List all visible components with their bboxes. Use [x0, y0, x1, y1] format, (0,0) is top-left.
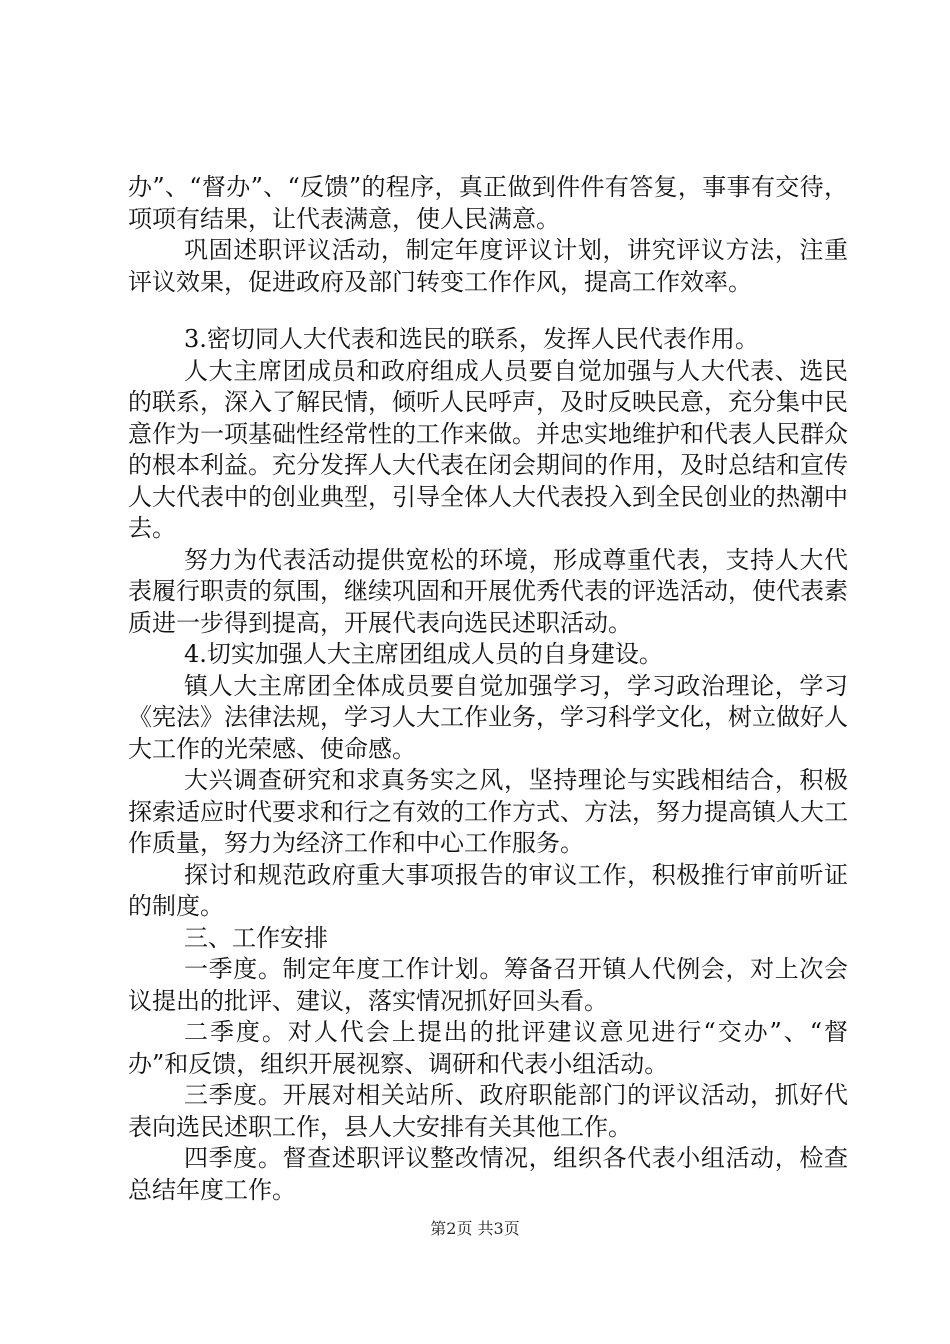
- paragraph-support-representatives: 努力为代表活动提供宽松的环境，形成尊重代表，支持人大代表履行职责的氛围，继续巩固和开展优秀代表的评选活动，使代表素质进一步得到提高，开展代表向选民述职活动。: [128, 545, 848, 637]
- paragraph-quarter-1: 一季度。制定年度工作计划。筹备召开镇人代例会，对上次会议提出的批评、建议，落实情况抓好回头看。: [128, 955, 848, 1015]
- paragraph-hearing: 探讨和规范政府重大事项报告的审议工作，积极推行审前听证的制度。: [128, 860, 848, 920]
- section-heading-4: 4.切实加强人大主席团组成人员的自身建设。: [184, 640, 663, 668]
- page-number-footer: 第2页 共3页: [430, 1219, 520, 1238]
- section-heading-work-arrangement: 三、工作安排: [184, 923, 328, 952]
- section-heading-3: 3.密切同人大代表和选民的联系，发挥人民代表作用。: [184, 325, 759, 353]
- paragraph-quarter-4: 四季度。督查述职评议整改情况，组织各代表小组活动，检查总结年度工作。: [128, 1144, 848, 1204]
- paragraph-review-activity: 巩固述职评议活动，制定年度评议计划，讲究评议方法，注重评议效果，促进政府及部门转变工作作风，提高工作效率。: [128, 236, 848, 296]
- paragraph-research: 大兴调查研究和求真务实之风，坚持理论与实践相结合，积极探索适应时代要求和行之有效的工作方式、方法，努力提高镇人大工作质量，努力为经济工作和中心工作服务。: [128, 766, 848, 857]
- paragraph-study: 镇人大主席团全体成员要自觉加强学习，学习政治理论，学习《宪法》法律法规，学习人大工作业务，学习科学文化，树立做好人大工作的光荣感、使命感。: [128, 671, 848, 763]
- paragraph-continuation: 办”、“督办”、“反馈”的程序，真正做到件件有答复，事事有交待，项项有结果，让代表满意，使人民满意。: [128, 173, 848, 233]
- paragraph-quarter-3: 三季度。开展对相关站所、政府职能部门的评议活动，抓好代表向选民述职工作，县人大安排有关其他工作。: [128, 1081, 848, 1141]
- document-body: [128, 172, 848, 1206]
- paragraph-contact-voters: 人大主席团成员和政府组成人员要自觉加强与人大代表、选民的联系，深入了解民情，倾听人民呼声，及时反映民意，充分集中民意作为一项基础性经常性的工作来做。并忠实地维护和代表人民群众的根本利益。充分发挥人大代表在闭会期间的作用，及时总结和宣传人大代表中的创业典型，引导全体人大代表投入到全民创业的热潮中去。: [128, 356, 848, 542]
- paragraph-quarter-2: 二季度。对人代会上提出的批评建议意见进行“交办”、“督办”和反馈，组织开展视察、调研和代表小组活动。: [128, 1018, 848, 1078]
